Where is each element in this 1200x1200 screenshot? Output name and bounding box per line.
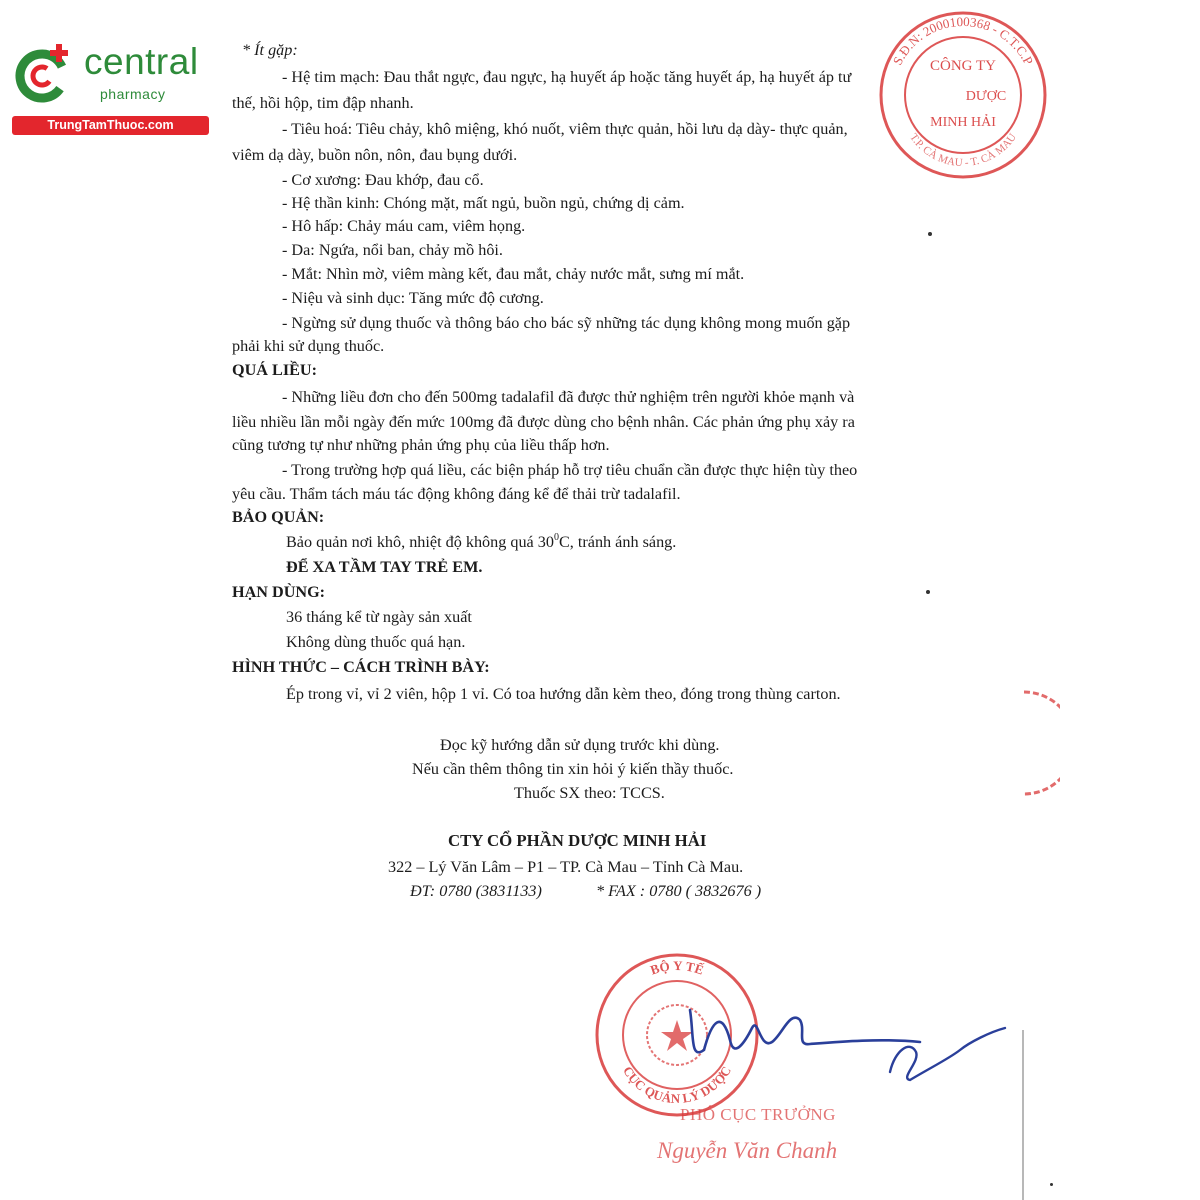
- side-effect-line: - Hệ tim mạch: Đau thắt ngực, đau ngực, hạ huyết áp hoặc tăng huyết áp, hạ huyết áp tư: [282, 68, 852, 86]
- side-effect-line: thế, hồi hộp, tim đập nhanh.: [232, 94, 414, 112]
- side-effect-line: - Da: Ngứa, nổi ban, chảy mồ hôi.: [282, 241, 503, 259]
- side-effect-line: - Cơ xương: Đau khớp, đau cổ.: [282, 171, 484, 189]
- storage-text-before: Bảo quản nơi khô, nhiệt độ không quá 30: [286, 533, 554, 551]
- usage-note: Đọc kỹ hướng dẫn sử dụng trước khi dùng.: [440, 736, 720, 754]
- logo-website: TrungTamThuoc.com: [12, 116, 209, 135]
- stamp-top-line3: MINH HẢI: [930, 115, 996, 130]
- company-fax: * FAX : 0780 ( 3832676 ): [596, 882, 762, 900]
- storage-line: [286, 532, 676, 555]
- scan-speck: [928, 232, 932, 236]
- storage-warning: ĐỂ XA TẦM TAY TRẺ EM.: [286, 558, 483, 576]
- overdose-line: - Những liều đơn cho đến 500mg tadalafil đã được thử nghiệm trên người khỏe mạnh và: [282, 388, 855, 406]
- side-effect-line: phải khi sử dụng thuốc.: [232, 337, 385, 355]
- scan-speck: [1050, 1183, 1053, 1186]
- logo-tagline: pharmacy: [100, 86, 166, 102]
- stamp-top-line1: CÔNG TY: [930, 58, 996, 74]
- signatory-name: Nguyễn Văn Chanh: [657, 1138, 838, 1163]
- side-effect-line: - Hô hấp: Chảy máu cam, viêm họng.: [282, 217, 526, 235]
- overdose-line: cũng tương tự như những phản ứng phụ của liều thấp hơn.: [232, 436, 610, 454]
- side-effect-line: - Mắt: Nhìn mờ, viêm màng kết, đau mắt, chảy nước mắt, sưng mí mắt.: [282, 265, 745, 283]
- stamp-top-ring-bottom-path: T.P. CÀ MAU - T. CÀ MAU: [907, 131, 1019, 170]
- side-effect-line: - Tiêu hoá: Tiêu chảy, khô miệng, khó nuốt, viêm thực quản, hồi lưu dạ dày- thực quản,: [282, 120, 848, 138]
- company-phone: ĐT: 0780 (3831133): [410, 882, 542, 900]
- usage-note: Thuốc SX theo: TCCS.: [514, 784, 665, 802]
- side-effect-line: - Ngừng sử dụng thuốc và thông báo cho bác sỹ những tác dụng không mong muốn gặp: [282, 314, 851, 332]
- stamp-top-ring-path: S.Đ.N: 2000100368 - C.T.C.P: [889, 13, 1037, 68]
- company-name: CTY CỔ PHẦN DƯỢC MINH HẢI: [448, 831, 707, 850]
- company-address: 322 – Lý Văn Lâm – P1 – TP. Cà Mau – Tỉnh Cà Mau.: [388, 858, 744, 876]
- overdose-line: - Trong trường hợp quá liều, các biện pháp hỗ trợ tiêu chuẩn cần được thực hiện tùy theo: [282, 461, 858, 479]
- partial-stamp-mark: [1010, 688, 1060, 798]
- overdose-line: yêu cầu. Thẩm tách máu tác động không đáng kể để thải trừ tadalafil.: [232, 485, 681, 503]
- overdose-heading: QUÁ LIỀU:: [232, 361, 317, 379]
- side-effect-line: - Niệu và sinh dục: Tăng mức độ cương.: [282, 289, 544, 307]
- shelf-life-line: 36 tháng kể từ ngày sản xuất: [286, 608, 472, 626]
- central-pharmacy-logo: [12, 36, 212, 136]
- overdose-line: liều nhiều lần mỗi ngày đến mức 100mg đã được dùng cho bệnh nhân. Các phản ứng phụ xảy ra: [232, 413, 855, 431]
- signatory-title: PHÓ CỤC TRƯỞNG: [680, 1105, 836, 1124]
- handwritten-signature: [660, 980, 1020, 1100]
- packaging-line: Ép trong vỉ, vỉ 2 viên, hộp 1 vỉ. Có toa hướng dẫn kèm theo, đóng trong thùng carton.: [286, 685, 841, 703]
- shelf-life-line: Không dùng thuốc quá hạn.: [286, 633, 466, 651]
- scan-edge-line: [1022, 1030, 1024, 1200]
- packaging-heading: HÌNH THỨC – CÁCH TRÌNH BÀY:: [232, 658, 490, 676]
- degree-superscript: 0: [553, 532, 559, 543]
- scan-speck: [926, 590, 930, 594]
- storage-text-after: C, tránh ánh sáng.: [558, 533, 677, 551]
- shelf-life-heading: HẠN DÙNG:: [232, 583, 326, 601]
- side-effect-line: viêm dạ dày, buồn nôn, nôn, đau bụng dưới.: [232, 146, 518, 164]
- usage-note: Nếu cần thêm thông tin xin hỏi ý kiến thầy thuốc.: [412, 760, 734, 778]
- logo-brand-name: central: [84, 41, 199, 82]
- bottom-stamp-ring-top-path: BỘ Y TẾ: [648, 957, 706, 978]
- bottom-stamp-ring-bottom-path: CỤC QUẢN LÝ DƯỢC: [620, 1063, 734, 1107]
- central-logo-icon: [12, 42, 76, 106]
- company-stamp-top: [876, 8, 1050, 182]
- storage-heading: BẢO QUẢN:: [232, 508, 325, 526]
- bottom-stamp-ring-top-text: [648, 958, 705, 978]
- side-effects-heading: * Ít gặp:: [242, 41, 298, 59]
- side-effect-line: - Hệ thần kinh: Chóng mặt, mất ngủ, buồn ngủ, chứng dị cảm.: [282, 194, 685, 212]
- stamp-top-line2: DƯỢC: [965, 89, 1007, 104]
